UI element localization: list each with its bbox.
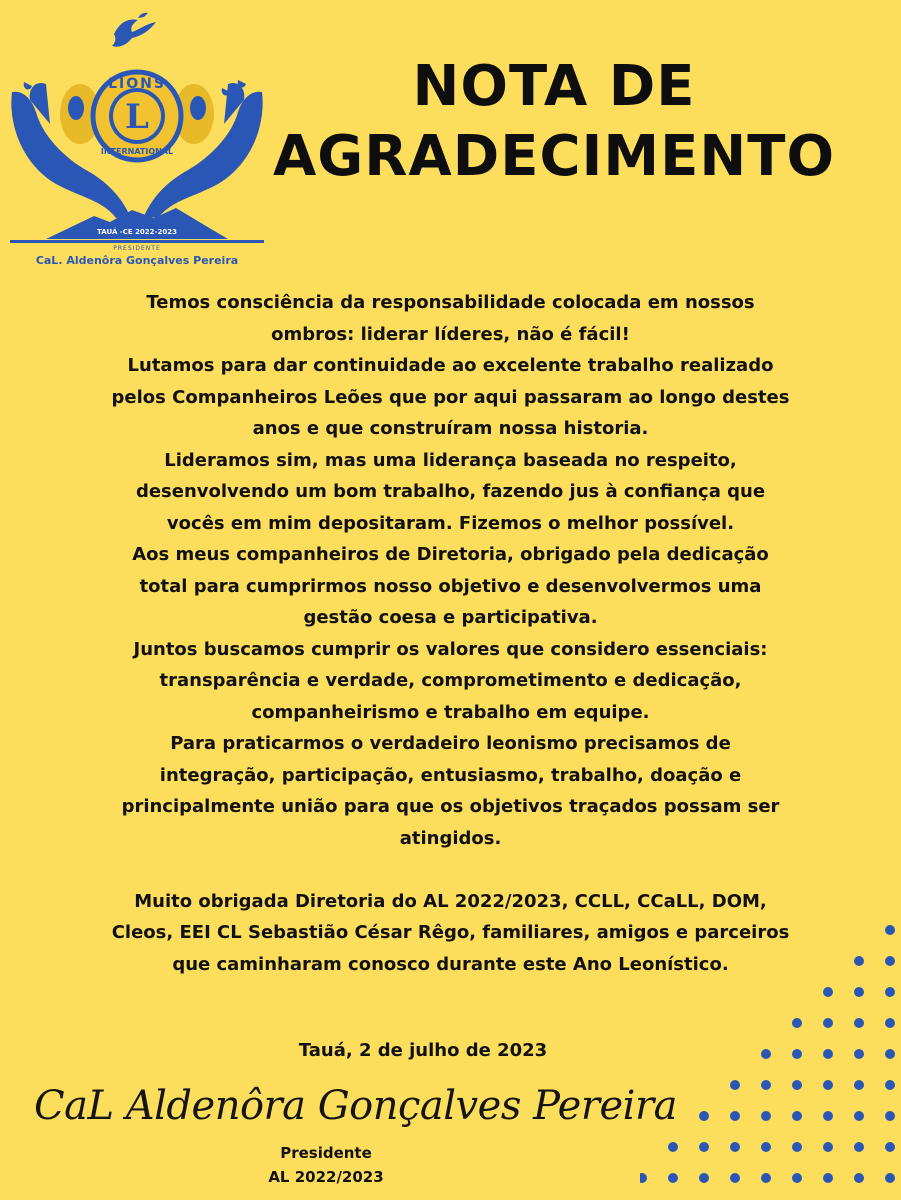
body-line: principalmente união para que os objetivos traçados possam ser — [121, 796, 780, 817]
lions-emblem-icon — [6, 4, 268, 254]
decorative-dot — [761, 1111, 771, 1121]
decorative-dot — [854, 1173, 864, 1183]
title-line-1: NOTA DE — [412, 54, 696, 119]
body-line: Para praticarmos o verdadeiro leonismo precisamos de — [170, 733, 731, 754]
decorative-dot — [885, 1111, 895, 1121]
decorative-dot — [792, 1018, 802, 1028]
paragraph-spacer — [30, 854, 871, 886]
body-line: pelos Companheiros Leões que por aqui passaram ao longo destes — [111, 386, 790, 408]
message-body — [30, 287, 871, 980]
logo-base-caption: TAUÁ -CE 2022-2023 — [97, 228, 177, 236]
decorative-dot — [823, 1049, 833, 1059]
thanks-line: Muito obrigada Diretoria do AL 2022/2023, CCLL, CCaLL, DOM, — [134, 890, 767, 912]
logo-ring-bottom-text: INTERNATIONAL — [100, 147, 174, 156]
decorative-dot — [761, 1049, 771, 1059]
body-line: Juntos buscamos cumprir os valores que considero essenciais: — [133, 638, 768, 660]
role-title: Presidente — [280, 1144, 372, 1162]
body-line: integração, participação, entusiasmo, trabalho, doação e — [159, 764, 742, 786]
decorative-dot — [792, 1142, 802, 1152]
decorative-dot — [854, 987, 864, 997]
body-line: Aos meus companheiros de Diretoria, obrigado pela dedicação — [132, 544, 769, 565]
body-line: gestão coesa e participativa. — [303, 607, 598, 628]
decorative-dot — [854, 956, 864, 966]
decorative-dot — [885, 1080, 895, 1090]
decorative-dot — [792, 1173, 802, 1183]
title-line-2: AGRADECIMENTO — [272, 124, 836, 189]
signatory-role — [196, 1141, 456, 1189]
decorative-dot — [885, 1018, 895, 1028]
decorative-dot — [885, 925, 895, 935]
signature: CaL Aldenôra Gonçalves Pereira — [34, 1083, 677, 1129]
role-term: AL 2022/2023 — [268, 1168, 384, 1186]
thanks-line: que caminharam conosco durante este Ano Leonístico. — [172, 953, 729, 975]
body-line: Temos consciência da responsabilidade colocada em nossos — [146, 292, 755, 313]
decorative-dot — [792, 1049, 802, 1059]
decorative-dot — [823, 987, 833, 997]
decorative-dot — [854, 1049, 864, 1059]
decorative-dot — [792, 1111, 802, 1121]
decorative-dot — [823, 1142, 833, 1152]
lions-logo — [6, 4, 268, 272]
body-line: vocês em mim depositaram. Fizemos o melhor possível. — [166, 512, 735, 534]
decorative-dot — [730, 1173, 740, 1183]
decorative-dot — [823, 1018, 833, 1028]
decorative-dot — [854, 1018, 864, 1028]
logo-president-name: CaL. Aldenôra Gonçalves Pereira — [35, 254, 239, 267]
decorative-dot — [823, 1111, 833, 1121]
decorative-dot — [885, 1049, 895, 1059]
body-line: desenvolvendo um bom trabalho, fazendo jus à confiança que — [135, 481, 766, 502]
dove-icon — [112, 13, 156, 47]
body-line: companheirismo e trabalho em equipe. — [251, 701, 650, 723]
logo-role-caption: PRESIDENTE — [113, 245, 161, 252]
body-line: transparência e verdade, comprometimento e dedicação, — [159, 670, 742, 691]
body-line: total para cumprirmos nosso objetivo e desenvolvermos uma — [139, 575, 762, 597]
decorative-dot — [640, 1173, 647, 1183]
decorative-dot — [854, 1142, 864, 1152]
decorative-dot — [823, 1080, 833, 1090]
logo-ring-text: LIONS — [108, 76, 166, 92]
body-line: atingidos. — [399, 827, 502, 849]
decorative-dot — [885, 1142, 895, 1152]
decorative-dot — [854, 1111, 864, 1121]
logo-center-letter: L — [125, 97, 149, 137]
decorative-dot — [885, 1173, 895, 1183]
decorative-dot — [885, 956, 895, 966]
decorative-dot — [668, 1142, 678, 1152]
decorative-dot — [730, 1111, 740, 1121]
decorative-dot — [730, 1142, 740, 1152]
thanks-line: Cleos, EEI CL Sebastião César Rêgo, familiares, amigos e parceiros — [111, 922, 790, 943]
decorative-dot — [761, 1142, 771, 1152]
body-line: anos e que construíram nossa historia. — [252, 418, 649, 439]
decorative-dot — [699, 1173, 709, 1183]
decorative-dot — [885, 987, 895, 997]
body-line: Lideramos sim, mas uma liderança baseada no respeito, — [164, 449, 737, 471]
decorative-dot — [761, 1080, 771, 1090]
body-line: ombros: liderar líderes, não é fácil! — [271, 323, 630, 345]
decorative-dot — [730, 1080, 740, 1090]
decorative-dot — [792, 1080, 802, 1090]
decorative-dot — [668, 1173, 678, 1183]
decorative-dot — [699, 1142, 709, 1152]
page-title — [256, 52, 852, 192]
decorative-dot — [823, 1173, 833, 1183]
decorative-dot — [699, 1111, 709, 1121]
decorative-dot — [854, 1080, 864, 1090]
decorative-dot — [761, 1173, 771, 1183]
decorative-dot-pattern — [640, 900, 901, 1200]
body-line: Lutamos para dar continuidade ao excelente trabalho realizado — [127, 355, 774, 376]
document-date: Tauá, 2 de julho de 2023 — [298, 1040, 548, 1061]
